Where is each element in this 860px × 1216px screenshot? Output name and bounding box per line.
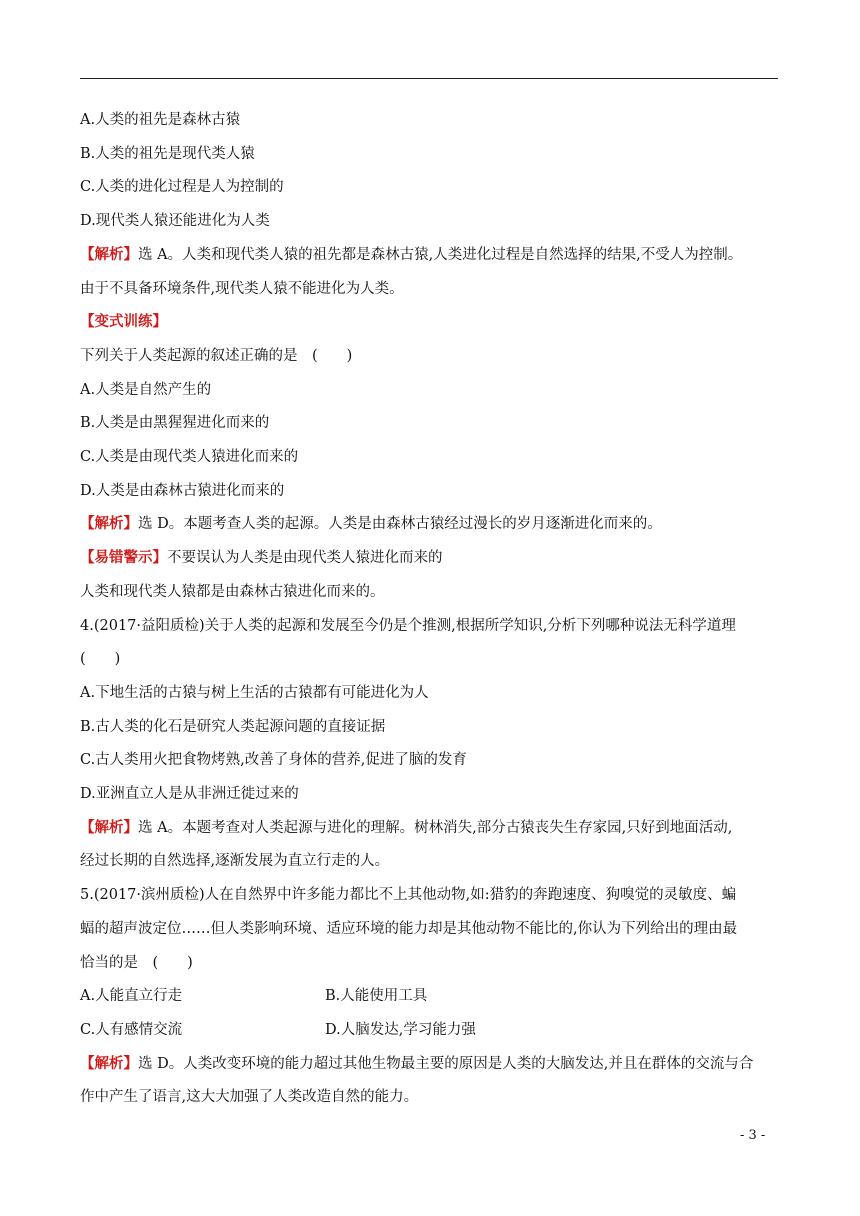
q5-option-b: B.人能使用工具 [325, 988, 428, 1005]
q4-analysis-line-1: 【解析】选 A。本题考查对人类起源与进化的理解。树林消失,部分古猿丧失生存家园,只好到地面活动, [80, 819, 733, 836]
error-warning-line-1: 【易错警示】不要误认为人类是由现代类人猿进化而来的 [80, 550, 443, 567]
q5-stem-line-1: 5.(2017·滨州质检)人在自然界中许多能力都比不上其他动物,如:猎豹的奔跑速度、狗嗅觉的灵敏度、蝙 [80, 887, 737, 904]
page-content [80, 104, 780, 1115]
q3-option-b: B.人类的祖先是现代类人猿 [80, 145, 255, 162]
analysis-tag: 【解析】 [80, 246, 138, 263]
q3-option-c: C.人类的进化过程是人为控制的 [80, 179, 284, 196]
q5-options-row-1 [80, 980, 780, 1014]
q3-analysis-text-1: 选 A。人类和现代类人猿的祖先都是森林古猿,人类进化过程是自然选择的结果,不受人为控制。 [138, 246, 743, 263]
q4-option-c: C.古人类用火把食物烤熟,改善了身体的营养,促进了脑的发育 [80, 752, 467, 769]
analysis-tag: 【解析】 [80, 1055, 138, 1072]
variant-option-c: C.人类是由现代类人猿进化而来的 [80, 449, 299, 466]
analysis-tag: 【解析】 [80, 516, 138, 533]
variant-question: 下列关于人类起源的叙述正确的是 ( ) [80, 347, 353, 364]
analysis-tag: 【解析】 [80, 819, 138, 836]
q3-analysis-line-2: 由于不具备环境条件,现代类人猿不能进化为人类。 [80, 280, 404, 297]
q4-option-d: D.亚洲直立人是从非洲迁徙过来的 [80, 786, 299, 803]
q5-option-d: D.人脑发达,学习能力强 [325, 1021, 476, 1038]
error-warning-tag: 【易错警示】 [80, 550, 167, 567]
q5-stem-line-3: 恰当的是 ( ) [80, 954, 193, 971]
q4-stem-line-1: 4.(2017·益阳质检)关于人类的起源和发展至今仍是个推测,根据所学知识,分析下列哪种说法无科学道理 [80, 617, 736, 634]
q5-analysis-line-2: 作中产生了语言,这大大加强了人类改造自然的能力。 [80, 1089, 419, 1106]
q5-options-row-2 [80, 1014, 780, 1048]
q4-option-b: B.古人类的化石是研究人类起源问题的直接证据 [80, 718, 386, 735]
q5-analysis-line-1: 【解析】选 D。人类改变环境的能力超过其他生物最主要的原因是人类的大脑发达,并且在群体的交流与合 [80, 1055, 754, 1072]
variant-option-b: B.人类是由黑猩猩进化而来的 [80, 415, 270, 432]
variant-option-d: D.人类是由森林古猿进化而来的 [80, 482, 285, 499]
q4-analysis-line-2: 经过长期的自然选择,逐渐发展为直立行走的人。 [80, 853, 390, 870]
q3-analysis-line-1 [80, 239, 780, 273]
q4-option-a: A.下地生活的古猿与树上生活的古猿都有可能进化为人 [80, 684, 429, 701]
q5-option-a: A.人能直立行走 [80, 988, 183, 1005]
variant-analysis: 【解析】选 D。本题考查人类的起源。人类是由森林古猿经过漫长的岁月逐渐进化而来的。 [80, 516, 662, 533]
q3-option-a: A.人类的祖先是森林古猿 [80, 112, 241, 128]
variant-option-a: A.人类是自然产生的 [80, 381, 212, 398]
variant-training-tag: 【变式训练】 [80, 314, 167, 331]
page-number: - 3 - [740, 1128, 766, 1143]
q3-option-d: D.现代类人猿还能进化为人类 [80, 213, 270, 230]
q5-option-c: C.人有感情交流 [80, 1021, 183, 1038]
error-warning-line-2: 人类和现代类人猿都是由森林古猿进化而来的。 [80, 583, 385, 600]
header-rule [80, 78, 778, 79]
q4-stem-line-2: ( ) [80, 651, 121, 668]
q5-stem-line-2: 蝠的超声波定位……但人类影响环境、适应环境的能力却是其他动物不能比的,你认为下列给出的理由最 [80, 920, 738, 937]
